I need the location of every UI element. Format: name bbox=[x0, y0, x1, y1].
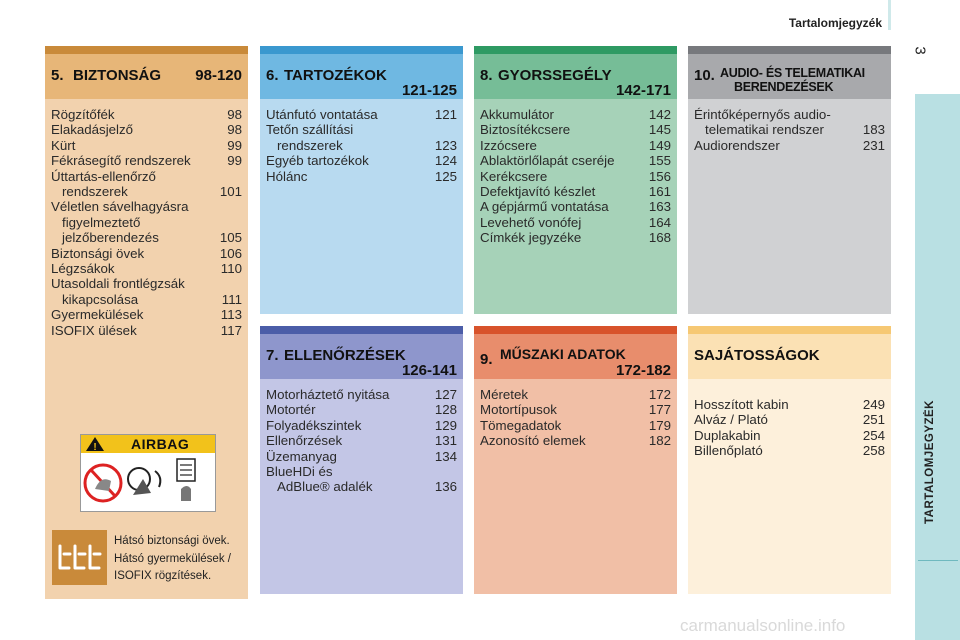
toc-entry[interactable] bbox=[480, 402, 671, 417]
toc-entry[interactable] bbox=[51, 138, 242, 153]
toc-entry-label: Alváz / Plató bbox=[694, 412, 768, 428]
entry-list bbox=[474, 99, 677, 246]
note-line: Hátsó biztonsági övek. bbox=[114, 535, 230, 547]
section-title: GYORSSEGÉLY bbox=[498, 67, 612, 84]
toc-entry-label: rendszerek bbox=[277, 137, 343, 153]
toc-entry-label: Akkumulátor bbox=[480, 107, 554, 122]
section-number: 9. bbox=[480, 351, 493, 368]
toc-entry-label: Azonosító elemek bbox=[480, 433, 586, 449]
toc-entry-page: 117 bbox=[220, 322, 242, 338]
airbag-pictogram-icon bbox=[81, 453, 215, 511]
toc-entry[interactable] bbox=[266, 464, 457, 495]
toc-entry-page: 258 bbox=[862, 443, 885, 459]
toc-entry[interactable] bbox=[694, 428, 885, 443]
toc-entry-label: Úttartás-ellenőrző bbox=[51, 168, 156, 184]
section-header[interactable] bbox=[474, 334, 677, 379]
toc-entry[interactable] bbox=[480, 199, 671, 214]
side-tab-rule bbox=[918, 560, 958, 561]
note-line: Hátsó gyermekülések / bbox=[114, 552, 231, 565]
section-page-range: 142-171 bbox=[615, 82, 671, 99]
section-tartozekok[interactable] bbox=[260, 46, 463, 314]
section-body bbox=[474, 379, 677, 594]
toc-entry-label: rendszerek bbox=[62, 184, 128, 200]
toc-entry-label: Defektjavító készlet bbox=[480, 184, 596, 200]
section-number: 6. bbox=[266, 67, 279, 84]
section-strip bbox=[474, 46, 677, 54]
section-muszaki-adatok[interactable] bbox=[474, 326, 677, 594]
toc-entry-page: 131 bbox=[434, 433, 457, 449]
rear-seats-icon bbox=[52, 530, 107, 585]
toc-entry-page: 127 bbox=[434, 387, 457, 402]
side-tab[interactable] bbox=[915, 94, 960, 640]
toc-entry-page: 168 bbox=[648, 230, 671, 246]
section-title: ELLENŐRZÉSEK bbox=[284, 347, 406, 364]
toc-entry-page: 179 bbox=[648, 417, 671, 433]
section-body bbox=[45, 99, 248, 599]
toc-entry-page: 156 bbox=[648, 168, 671, 184]
entry-list bbox=[45, 99, 248, 338]
toc-entry-page: 172 bbox=[648, 387, 671, 402]
toc-entry-label: BlueHDi és bbox=[266, 464, 333, 480]
toc-entry[interactable] bbox=[480, 418, 671, 433]
rear-seats-note bbox=[114, 533, 246, 586]
section-gyorssegely[interactable] bbox=[474, 46, 677, 314]
toc-entry-page: 161 bbox=[648, 184, 671, 200]
section-header[interactable] bbox=[688, 334, 891, 379]
toc-entry[interactable] bbox=[266, 433, 457, 448]
toc-entry[interactable] bbox=[480, 433, 671, 448]
airbag-label-text: AIRBAG bbox=[131, 436, 190, 452]
toc-entry-label: telematikai rendszer bbox=[705, 122, 824, 138]
toc-entry[interactable] bbox=[694, 443, 885, 458]
section-number: 8. bbox=[480, 67, 493, 84]
toc-entry[interactable] bbox=[266, 418, 457, 433]
section-title: SAJÁTOSSÁGOK bbox=[694, 347, 820, 364]
toc-entry-label: Motortípusok bbox=[480, 402, 557, 418]
toc-entry-label: Tömegadatok bbox=[480, 417, 562, 433]
toc-entry-label: Kerékcsere bbox=[480, 168, 548, 184]
toc-entry-label: Folyadékszintek bbox=[266, 417, 362, 433]
toc-entry-page: 254 bbox=[862, 427, 885, 443]
toc-entry-page: 155 bbox=[648, 153, 671, 169]
toc-entry-page: 231 bbox=[862, 137, 885, 153]
section-strip bbox=[688, 46, 891, 54]
section-strip bbox=[474, 326, 677, 334]
toc-entry[interactable] bbox=[480, 387, 671, 402]
entry-list bbox=[688, 379, 891, 459]
section-strip bbox=[688, 326, 891, 334]
section-body bbox=[688, 379, 891, 594]
toc-entry-label: Üzemanyag bbox=[266, 448, 337, 464]
section-header[interactable] bbox=[260, 54, 463, 99]
toc-entry-page: 99 bbox=[227, 153, 242, 169]
toc-entry[interactable] bbox=[480, 184, 671, 199]
toc-entry-label: Légzsákok bbox=[51, 261, 115, 277]
toc-entry[interactable] bbox=[266, 402, 457, 417]
toc-entry-page: 128 bbox=[434, 402, 457, 418]
toc-entry-page: 121 bbox=[434, 107, 457, 122]
toc-entry-page: 129 bbox=[434, 417, 457, 433]
toc-entry-label: Méretek bbox=[480, 387, 529, 402]
toc-entry-page: 251 bbox=[862, 412, 885, 428]
toc-entry[interactable] bbox=[266, 449, 457, 464]
toc-entry[interactable] bbox=[480, 122, 671, 137]
section-header[interactable] bbox=[45, 54, 248, 99]
watermark: carmanualsonline.info bbox=[680, 616, 846, 635]
section-number: 10. bbox=[694, 67, 715, 84]
toc-entry-label: Érintőképernyős audio- bbox=[694, 107, 831, 122]
warning-triangle-icon bbox=[85, 436, 105, 455]
toc-entry-label: Elakadásjelző bbox=[51, 122, 134, 138]
entry-list bbox=[260, 379, 463, 495]
toc-entry-label: Duplakabin bbox=[694, 427, 761, 443]
section-biztonsag[interactable] bbox=[45, 46, 248, 599]
toc-entry-label: Motortér bbox=[266, 402, 316, 418]
airbag-label-bar bbox=[81, 435, 215, 453]
toc-entry[interactable] bbox=[266, 153, 457, 168]
section-number: 7. bbox=[266, 347, 279, 364]
toc-entry-label: Fékrásegítő rendszerek bbox=[51, 153, 191, 169]
section-page-range: 172-182 bbox=[615, 362, 671, 379]
section-sajatossagok[interactable] bbox=[688, 326, 891, 594]
toc-entry[interactable] bbox=[480, 153, 671, 168]
section-strip bbox=[45, 46, 248, 54]
toc-entry-page: 183 bbox=[862, 122, 885, 138]
entry-list bbox=[474, 379, 677, 449]
toc-entry[interactable] bbox=[51, 169, 242, 200]
toc-entry-label: jelzőberendezés bbox=[62, 230, 159, 246]
section-body bbox=[474, 99, 677, 314]
toc-entry-page: 98 bbox=[227, 107, 242, 122]
section-header[interactable] bbox=[260, 334, 463, 379]
toc-entry-page: 111 bbox=[221, 291, 242, 307]
section-header[interactable] bbox=[474, 54, 677, 99]
section-title: TARTOZÉKOK bbox=[284, 67, 387, 84]
toc-entry-page: 113 bbox=[220, 307, 242, 323]
svg-text:!: ! bbox=[93, 442, 97, 452]
header-divider bbox=[888, 0, 891, 30]
toc-entry-page: 182 bbox=[648, 433, 671, 449]
toc-entry[interactable] bbox=[51, 276, 242, 307]
toc-entry[interactable] bbox=[51, 246, 242, 261]
toc-entry-page: 142 bbox=[648, 107, 671, 122]
toc-entry-page: 110 bbox=[220, 261, 242, 277]
toc-entry[interactable] bbox=[51, 261, 242, 276]
toc-entry-label: AdBlue® adalék bbox=[277, 479, 373, 495]
section-strip bbox=[260, 326, 463, 334]
section-title: MŰSZAKI ADATOK bbox=[500, 346, 626, 362]
toc-entry[interactable] bbox=[266, 122, 457, 153]
section-title-line1: AUDIO- ÉS TELEMATIKAI bbox=[720, 66, 865, 80]
toc-entry-page: 145 bbox=[648, 122, 671, 138]
section-audio-telematika[interactable] bbox=[688, 46, 891, 314]
toc-entry-page: 101 bbox=[219, 184, 242, 200]
toc-entry-label: Hólánc bbox=[266, 168, 308, 184]
page-header-title: Tartalomjegyzék bbox=[788, 16, 882, 30]
toc-entry-page: 99 bbox=[227, 137, 242, 153]
note-line: ISOFIX rögzítések. bbox=[114, 570, 212, 582]
toc-entry[interactable] bbox=[51, 107, 242, 122]
entry-list bbox=[688, 99, 891, 153]
toc-entry[interactable] bbox=[51, 307, 242, 322]
toc-entry-label: Billenőplató bbox=[694, 443, 763, 459]
toc-entry-page: 149 bbox=[648, 137, 671, 153]
toc-entry-label: Gyermekülések bbox=[51, 307, 144, 323]
toc-entry-page: 124 bbox=[434, 153, 457, 169]
toc-entry-page: 249 bbox=[862, 397, 885, 412]
section-header[interactable] bbox=[688, 54, 891, 99]
toc-entry-label: Utánfutó vontatása bbox=[266, 107, 378, 122]
toc-entry-label: Biztosítékcsere bbox=[480, 122, 571, 138]
toc-entry-label: Audiorendszer bbox=[694, 137, 780, 153]
toc-entry[interactable] bbox=[480, 230, 671, 245]
toc-entry-page: 106 bbox=[219, 245, 242, 261]
toc-entry-page: 105 bbox=[219, 230, 242, 246]
toc-entry-page: 164 bbox=[648, 214, 671, 230]
toc-entry[interactable] bbox=[694, 107, 885, 138]
section-body bbox=[260, 99, 463, 314]
toc-entry[interactable] bbox=[694, 397, 885, 412]
toc-entry-label: ISOFIX ülések bbox=[51, 322, 137, 338]
toc-entry-label: Ellenőrzések bbox=[266, 433, 343, 449]
section-strip bbox=[260, 46, 463, 54]
toc-entry[interactable] bbox=[480, 107, 671, 122]
toc-entry-label: Kürt bbox=[51, 137, 76, 153]
toc-entry[interactable] bbox=[266, 387, 457, 402]
section-page-range: 126-141 bbox=[401, 362, 457, 379]
toc-entry[interactable] bbox=[266, 107, 457, 122]
section-title-line2: BERENDEZÉSEK bbox=[734, 80, 834, 94]
section-body bbox=[688, 99, 891, 314]
toc-entry-page: 163 bbox=[648, 199, 671, 215]
toc-entry-label: Címkék jegyzéke bbox=[480, 230, 582, 246]
toc-entry-label: A gépjármű vontatása bbox=[480, 199, 609, 215]
toc-entry[interactable] bbox=[694, 138, 885, 153]
section-page-range: 121-125 bbox=[401, 82, 457, 99]
toc-entry[interactable] bbox=[51, 153, 242, 168]
section-body bbox=[260, 379, 463, 594]
toc-entry[interactable] bbox=[480, 215, 671, 230]
toc-entry-label: Izzócsere bbox=[480, 137, 537, 153]
toc-entry-label: Biztonsági övek bbox=[51, 245, 145, 261]
toc-entry-label: Rögzítőfék bbox=[51, 107, 115, 122]
toc-entry-label: Hosszított kabin bbox=[694, 397, 789, 412]
toc-entry-label: Levehető vonófej bbox=[480, 214, 582, 230]
toc-entry-label: kikapcsolása bbox=[62, 291, 139, 307]
toc-entry-page: 125 bbox=[434, 168, 457, 184]
page-number: 3 bbox=[911, 46, 929, 55]
toc-entry[interactable] bbox=[266, 169, 457, 184]
section-page-range: 98-120 bbox=[195, 67, 242, 84]
toc-entry-page: 134 bbox=[434, 448, 457, 464]
entry-list bbox=[260, 99, 463, 184]
airbag-warning-label bbox=[80, 434, 216, 512]
toc-entry-page: 123 bbox=[434, 137, 457, 153]
toc-entry-page: 98 bbox=[227, 122, 242, 138]
toc-entry[interactable] bbox=[480, 138, 671, 153]
section-ellenorzesek[interactable] bbox=[260, 326, 463, 594]
section-number: 5. bbox=[51, 67, 64, 84]
toc-entry-label: Véletlen sávelhagyásra bbox=[51, 199, 189, 215]
toc-entry-label: Utasoldali frontlégzsák bbox=[51, 276, 185, 292]
section-title: BIZTONSÁG bbox=[73, 67, 162, 84]
toc-entry-label: figyelmeztető bbox=[62, 214, 141, 230]
toc-entry-page: 177 bbox=[648, 402, 671, 418]
side-tab-label: TARTALOMJEGYZÉK bbox=[924, 400, 936, 524]
toc-entry-label: Tetőn szállítási bbox=[266, 122, 354, 138]
toc-entry-label: Egyéb tartozékok bbox=[266, 153, 369, 169]
toc-entry-label: Motorháztető nyitása bbox=[266, 387, 390, 402]
toc-entry-label: Ablaktörlőlapát cseréje bbox=[480, 153, 615, 169]
toc-entry[interactable] bbox=[51, 199, 242, 245]
toc-entry[interactable] bbox=[51, 122, 242, 137]
toc-entry-page: 136 bbox=[434, 479, 457, 495]
toc-entry[interactable] bbox=[51, 323, 242, 338]
toc-entry[interactable] bbox=[480, 169, 671, 184]
toc-entry[interactable] bbox=[694, 412, 885, 427]
